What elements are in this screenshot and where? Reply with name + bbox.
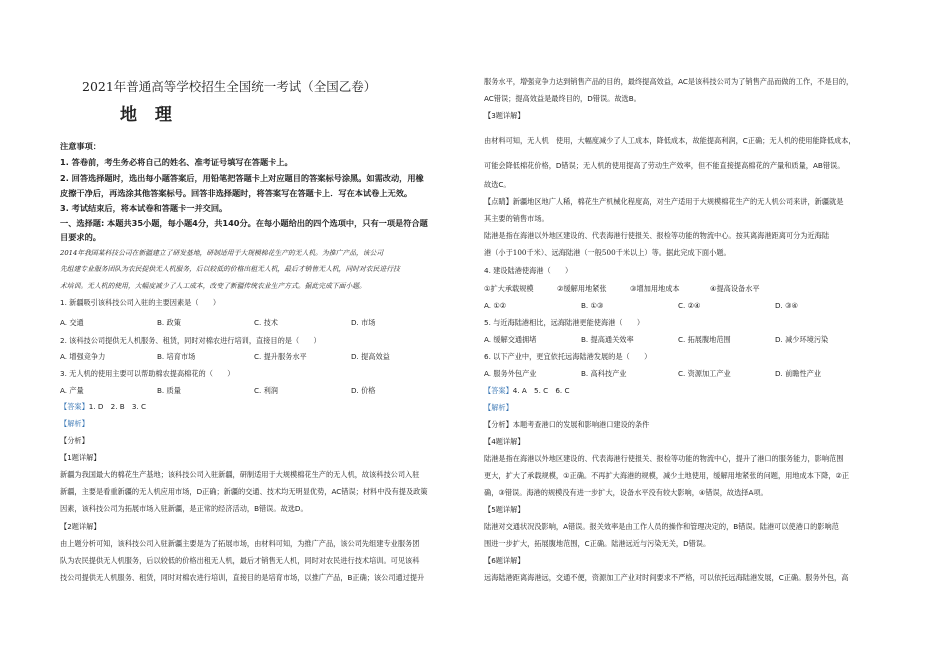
- answer-label: 【答案】: [484, 386, 513, 395]
- notice-item: 2. 回答选择题时，选出每小题答案后，用铅笔把答题卡上对应题目的答案标号涂黑。如需改动，用橡: [60, 173, 424, 183]
- passage-line: 陆港是指在海港以外地区建设的、代表海港行使报关、报检等功能的物流中心。按其离海港距离可分为近海陆: [484, 231, 830, 240]
- detail-line: 围进一步扩大，拓展腹地范围，C正确。陆港远近与污染无关，D错误。: [484, 539, 711, 548]
- detail-line: 故选C。: [484, 180, 511, 189]
- option: B. 政策: [157, 318, 181, 327]
- question-stem: 5. 与近海陆港相比，远海陆港更能使海港（ ）: [484, 318, 645, 327]
- option: B. 培育市场: [157, 352, 196, 361]
- question-stem: 1. 新疆吸引该科技公司入驻的主要因素是（ ）: [60, 298, 221, 307]
- answer-label: 【答案】: [60, 402, 89, 411]
- analysis-label: 【解析】: [484, 403, 513, 412]
- detail-line: 由上题分析可知，该科技公司入驻新疆主要是为了拓展市场，由材料可知，为推广产品，该公司先组建专业服务团: [60, 539, 420, 548]
- detail-line: 陆港是指在海港以外地区建设的、代表海港行使报关、报检等功能的物流中心，提升了港口的服务能力，影响范围: [484, 454, 844, 463]
- question-stem: 3. 无人机的使用主要可以帮助棉农提高棉花的（ ）: [60, 369, 235, 378]
- option: D. 价格: [351, 386, 376, 395]
- detail-label: 【3题详解】: [484, 111, 525, 120]
- option: A. 缓解交通拥堵: [484, 335, 537, 344]
- section-heading: 目要求的。: [60, 232, 101, 242]
- notice-item: 皮擦干净后，再选涂其他答案标号。回答非选择题时，将答案写在答题卡上．写在本试卷上无效。: [60, 188, 413, 198]
- analysis-label: 【解析】: [60, 419, 89, 428]
- detail-line: 陆港对交通状况没影响，A错误。报关效率是由工作人员的操作和管理决定的，B错误。陆港可以使港口的影响范: [484, 522, 839, 531]
- choice-item: ④提高设备水平: [710, 284, 760, 293]
- fenxi-line: 【分析】本题考查港口的发展和影响港口建设的条件: [484, 420, 650, 429]
- exam-title: 2021年普通高等学校招生全国统一考试（全国乙卷）: [82, 79, 377, 94]
- detail-line: 由材料可知，无人机 使用，大幅度减少了人工成本，降低成本，故能提高利润，C正确；无人机的使用能降低成本，: [484, 136, 856, 145]
- choice-item: ①扩大承载规模: [484, 284, 534, 293]
- detail-label: 【1题详解】: [60, 453, 101, 462]
- answer-text: 1. D 2. B 3. C: [88, 402, 147, 411]
- answer-line: [484, 386, 570, 396]
- section-heading: 一、选择题: 本题共35小题，每小题4分，共140分。在每小题给出的四个选项中，只有一项是符合题: [60, 218, 428, 228]
- detail-line: 新疆，主要是看重新疆的无人机应用市场，D正确；新疆的交通、技术均无明显优势，AC错误；材料中没有提及政策: [60, 487, 428, 496]
- choice-item: ②缓解用地紧张: [557, 284, 607, 293]
- subject-title: 地 理: [120, 105, 178, 125]
- detail-label: 【5题详解】: [484, 505, 525, 514]
- option: D. 市场: [351, 318, 376, 327]
- option: A. 服务外包产业: [484, 369, 537, 378]
- choice-item: ③增加用地成本: [630, 284, 680, 293]
- fenxi-label: 【分析】: [60, 436, 89, 445]
- option: C. 拓展腹地范围: [678, 335, 731, 344]
- question-stem: 4. 建设陆港使海港（ ）: [484, 266, 573, 275]
- option: C. 资源加工产业: [678, 369, 731, 378]
- option: A. 产量: [60, 386, 84, 395]
- detail-line: 确，③错误。海港的规模没有进一步扩大，设备水平没有较大影响，④错误，故选择A项。: [484, 488, 768, 497]
- option: B. ①③: [581, 301, 604, 310]
- option: A. 增强竞争力: [60, 352, 106, 361]
- detail-label: 【2题详解】: [60, 522, 101, 531]
- detail-line: 技公司提供无人机服务、租赁，同时对棉农进行培训，直接目的是培育市场，以推广产品，B正确；该公司通过提升: [60, 573, 425, 582]
- option: D. 前瞻性产业: [775, 369, 822, 378]
- detail-line: 服务水平，增强竞争力达到销售产品的目的，最终提高效益，AC是该科技公司为了销售产品而做的工作，不是目的，: [484, 77, 854, 86]
- question-stem: 6. 以下产业中，更宜依托远海陆港发展的是（ ）: [484, 352, 652, 361]
- option: C. ②④: [678, 301, 701, 310]
- passage-line: 2014年我国某科技公司在新疆建立了研发基地，研制适用于大规模棉花生产的无人机。为推广产品，该公司: [60, 249, 384, 257]
- notice-item: 1. 答卷前，考生务必将自己的姓名、准考证号填写在答题卡上。: [60, 157, 293, 167]
- dianjing-line: 【点睛】新疆地区地广人稀，棉花生产机械化程度高，对生产适用于大规模棉花生产的无人机公司来讲，新疆就是: [484, 197, 844, 206]
- option: D. ③④: [775, 301, 798, 310]
- detail-line: 因素，该科技公司为拓展市场入驻新疆，是正常的经济活动，B错误。故选D。: [60, 504, 308, 513]
- detail-line: 远海陆港距离海港远，交通不便，资源加工产业对时间要求不严格，可以依托远海陆港发展，C正确。服务外包，高: [484, 573, 849, 582]
- notice-title: 注意事项：: [60, 141, 101, 151]
- dianjing-line: 其主要的销售市场。: [484, 214, 549, 223]
- option: B. 提高通关效率: [581, 335, 634, 344]
- passage-line: 术培训。无人机的使用，大幅度减少了人工成本，改变了新疆传统农业生产方式。据此完成下面小题。: [60, 282, 366, 290]
- detail-line: 新疆为我国最大的棉花生产基地；该科技公司入驻新疆，研制适用于大规模棉花生产的无人机，故该科技公司入驻: [60, 470, 420, 479]
- answer-text: 4. A 5. C 6. C: [512, 386, 570, 395]
- detail-line: AC错误；提高效益是最终目的，D错误。故选B。: [484, 94, 641, 103]
- answer-line: [60, 402, 146, 412]
- option: C. 提升服务水平: [254, 352, 307, 361]
- option: D. 减少环境污染: [775, 335, 829, 344]
- option: C. 利润: [254, 386, 278, 395]
- passage-line: 先组建专业服务团队为农民提供无人机服务，后以较低的价格出租无人机，最后才销售无人机，同时对农民进行技: [60, 265, 400, 273]
- question-stem: 2. 该科技公司提供无人机服务、租赁，同时对棉农进行培训，直接目的是（ ）: [60, 336, 321, 345]
- detail-line: 可能会降低棉花价格，D错误；无人机的使用提高了劳动生产效率，但不能直接提高棉花的产量和质量，AB错误。: [484, 161, 845, 170]
- detail-line: 队为农民提供无人机服务，后以较低的价格出租无人机，最后才销售无人机，同时对农民进行技术培训。可见该科: [60, 556, 420, 565]
- passage-line: 港（小于100千米）、远海陆港（一般500千米以上）等。据此完成下面小题。: [484, 248, 731, 257]
- notice-item: 3. 考试结束后，将本试卷和答题卡一并交回。: [60, 203, 228, 213]
- detail-label: 【6题详解】: [484, 556, 525, 565]
- option: B. 质量: [157, 386, 181, 395]
- option: B. 高科技产业: [581, 369, 627, 378]
- option: A. 交通: [60, 318, 84, 327]
- detail-line: 更大，扩大了承载规模，①正确。不再扩大海港的规模，减少土地使用，缓解用地紧张的问题，用地成本下降，②正: [484, 471, 850, 480]
- option: A. ①②: [484, 301, 507, 310]
- option: D. 提高效益: [351, 352, 390, 361]
- detail-label: 【4题详解】: [484, 437, 525, 446]
- option: C. 技术: [254, 318, 278, 327]
